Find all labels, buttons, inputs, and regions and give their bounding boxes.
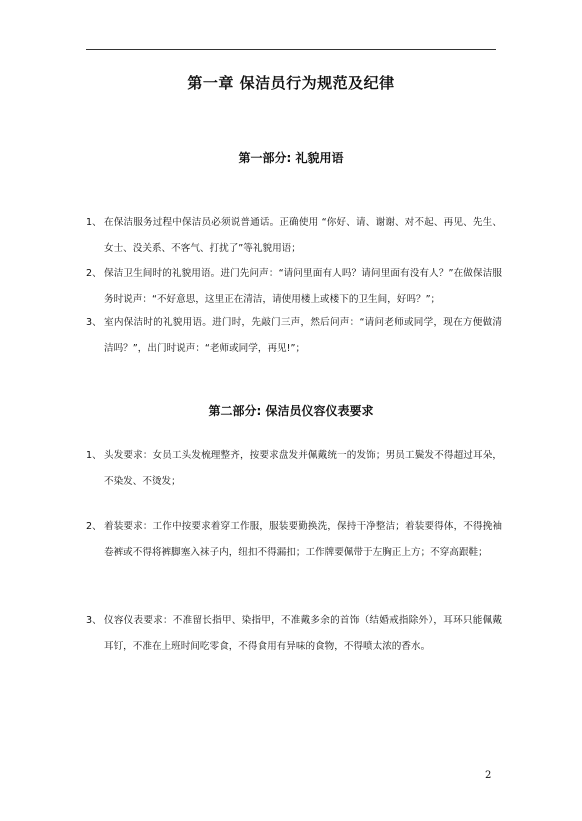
page-number: 2	[485, 770, 492, 781]
item-number: 2、	[86, 521, 102, 532]
part2-title: 第二部分: 保洁员仪容仪表要求	[208, 404, 374, 418]
chapter-title: 第一章 保洁员行为规范及纪律	[187, 74, 395, 92]
item-text: 仪容仪表要求：不准留长指甲、染指甲，不准戴多余的首饰（结婚戒指除外），耳环只能佩戴耳钉，不准在上班时间吃零食，不得食用有异味的食物，不得喷太浓的香水。	[104, 615, 502, 652]
item-number: 3、	[86, 615, 102, 626]
list-item	[86, 608, 502, 660]
item-text: 在保洁服务过程中保洁员必须说普通话。正确使用 “你好、请、谢谢、对不起、再见、先生、女士、没关系、不客气、打扰了”等礼貌用语；	[104, 217, 502, 254]
list-item	[86, 261, 502, 313]
item-number: 1、	[86, 217, 102, 228]
part1-title: 第一部分: 礼貌用语	[238, 151, 344, 165]
item-text: 室内保洁时的礼貌用语。进门时，先敲门三声，然后问声：“请问老师或同学，现在方便做清洁吗？”，出门时说声：“老师或同学，再见!”；	[104, 317, 502, 354]
list-item	[86, 443, 502, 495]
list-item	[86, 514, 502, 566]
list-item	[86, 210, 502, 262]
list-item	[86, 310, 502, 362]
item-text: 头发要求：女员工头发梳理整齐，按要求盘发并佩戴统一的发饰；男员工鬓发不得超过耳朵，不染发、不烫发；	[104, 450, 502, 487]
item-number: 1、	[86, 450, 102, 461]
item-number: 2、	[86, 268, 102, 279]
item-number: 3、	[86, 317, 102, 328]
item-text: 保洁卫生间时的礼貌用语。进门先问声：“请问里面有人吗？请问里面有没有人？”在做保洁服务时说声：“不好意思，这里正在清洁，请使用楼上或楼下的卫生间，好吗？”；	[104, 268, 502, 305]
item-text: 着装要求：工作中按要求着穿工作服，服装要勤换洗，保持干净整洁；着装要得体，不得挽袖卷裤或不得将裤脚塞入袜子内，纽扣不得漏扣；工作牌要佩带于左胸正上方；不穿高跟鞋；	[104, 521, 502, 558]
header-rule	[86, 49, 496, 50]
